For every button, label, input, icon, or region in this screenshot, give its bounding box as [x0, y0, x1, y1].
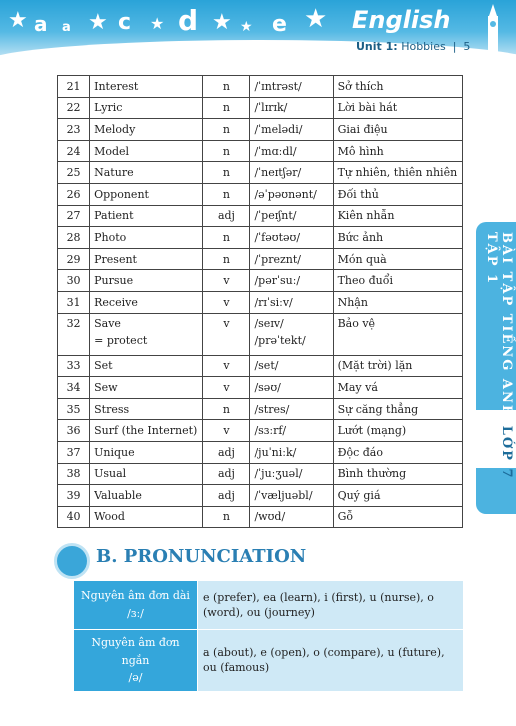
ipa-cell-text: /ˈpeɪʃnt/ [254, 209, 297, 223]
pronunciation-table [73, 580, 464, 692]
ipa-cell-text: /ˈlɪrɪk/ [254, 101, 288, 115]
row-number-text: 24 [66, 144, 81, 158]
part-of-speech [203, 291, 250, 313]
part-of-speech-text: n [222, 122, 230, 136]
part-of-speech-text: v [223, 359, 230, 373]
word-cell [90, 119, 203, 141]
row-number [58, 76, 90, 98]
word-cell-text: Unique [94, 445, 135, 459]
part-of-speech [203, 506, 250, 528]
ipa-cell [250, 485, 333, 507]
vowel-examples: e (prefer), ea (learn), i (first), u (nurse), o (word), ou (journey) [198, 581, 464, 630]
side-tab-series: BÀI TẬP TIẾNG ANH [499, 232, 514, 420]
part-of-speech [203, 162, 250, 184]
meaning-cell [333, 162, 462, 184]
row-number-text: 39 [66, 488, 81, 502]
word-cell [90, 97, 203, 119]
meaning-cell-text: Mô hình [337, 144, 384, 158]
table-row [58, 463, 463, 485]
meaning-cell-text: Giai điệu [337, 122, 388, 136]
meaning-cell [333, 377, 462, 399]
part-of-speech-text: v [223, 380, 230, 394]
word-cell-text: Set [94, 359, 113, 373]
vowel-type-cell [74, 630, 198, 692]
table-row [58, 355, 463, 377]
word-cell-text: Patient [94, 209, 134, 223]
part-of-speech-text: n [222, 510, 230, 524]
word-cell-text: Wood [94, 510, 125, 524]
row-number-text: 34 [66, 380, 81, 394]
meaning-cell [333, 140, 462, 162]
row-number [58, 398, 90, 420]
table-row [58, 313, 463, 355]
meaning-cell [333, 420, 462, 442]
word-cell-text: Present [94, 252, 137, 266]
ipa-cell [250, 291, 333, 313]
row-number [58, 227, 90, 249]
ipa-cell [250, 119, 333, 141]
vowel-type-cell [74, 581, 198, 630]
ipa-cell [250, 97, 333, 119]
brand-title: English [352, 6, 451, 34]
meaning-cell-text: Độc đáo [337, 445, 383, 459]
row-number [58, 441, 90, 463]
word-cell [90, 398, 203, 420]
ipa-cell-text: /rɪˈsiːv/ [254, 295, 293, 309]
part-of-speech-text: v [223, 274, 230, 288]
ipa-cell-text: /juˈniːk/ [254, 445, 297, 459]
row-number-text: 38 [66, 467, 81, 481]
ipa-cell-text: /ˈneɪtʃər/ [254, 166, 302, 180]
word-cell-secondary-text: = protect [94, 333, 148, 347]
ipa-cell-text: /ˈmelədi/ [254, 122, 303, 136]
vowel-examples: a (about), e (open), o (compare), u (future), ou (famous) [198, 630, 464, 692]
word-cell-text: Save [94, 316, 121, 330]
word-cell [90, 270, 203, 292]
word-cell [90, 441, 203, 463]
word-cell-text: Model [94, 144, 130, 158]
ipa-cell [250, 248, 333, 270]
part-of-speech-text: n [222, 101, 230, 115]
table-row [58, 291, 463, 313]
part-of-speech-text: n [222, 166, 230, 180]
row-number-text: 29 [66, 252, 81, 266]
part-of-speech [203, 377, 250, 399]
ipa-cell [250, 270, 333, 292]
ipa-cell-text: /ˈpreznt/ [254, 252, 301, 266]
table-row [58, 76, 463, 98]
part-of-speech-text: adj [217, 488, 235, 502]
word-cell-text: Melody [94, 122, 136, 136]
row-number-text: 27 [66, 209, 81, 223]
part-of-speech-text: adj [217, 467, 235, 481]
page-number: 5 [463, 40, 471, 53]
part-of-speech [203, 420, 250, 442]
vocabulary-table [57, 75, 463, 528]
row-number [58, 162, 90, 184]
meaning-cell [333, 441, 462, 463]
part-of-speech-text: n [222, 187, 230, 201]
word-cell [90, 506, 203, 528]
row-number-text: 22 [66, 101, 81, 115]
ipa-cell [250, 227, 333, 249]
meaning-cell-text: Tự nhiên, thiên nhiên [337, 166, 458, 180]
ipa-cell [250, 377, 333, 399]
meaning-cell-text: Đối thủ [337, 187, 379, 201]
word-cell-text: Nature [94, 166, 134, 180]
star-icon: ★ [212, 10, 232, 35]
row-number [58, 119, 90, 141]
word-cell [90, 377, 203, 399]
meaning-cell-text: Bảo vệ [337, 316, 376, 330]
ipa-cell-text: /seɪv/ [254, 316, 284, 330]
ipa-cell [250, 355, 333, 377]
row-number [58, 205, 90, 227]
meaning-cell [333, 248, 462, 270]
ipa-cell-text: /səʊ/ [254, 380, 281, 394]
part-of-speech [203, 313, 250, 355]
meaning-cell-text: Quý giá [337, 488, 381, 502]
part-of-speech-text: v [223, 316, 230, 330]
ipa-cell-text: /wʊd/ [254, 510, 286, 524]
part-of-speech [203, 97, 250, 119]
ipa-cell-text: /ˈɪntrəst/ [254, 79, 302, 93]
side-tab-text [478, 232, 514, 508]
word-cell [90, 291, 203, 313]
meaning-cell-text: Nhận [337, 295, 368, 309]
clock-tower-icon [478, 4, 508, 54]
row-number-text: 35 [66, 402, 81, 416]
part-of-speech [203, 355, 250, 377]
row-number-text: 32 [66, 316, 81, 330]
word-cell-text: Lyric [94, 101, 123, 115]
word-cell-text: Interest [94, 79, 139, 93]
row-number [58, 506, 90, 528]
ipa-cell [250, 463, 333, 485]
vowel-type-label: Nguyên âm đơn ngắn [91, 636, 180, 667]
word-cell [90, 355, 203, 377]
word-cell [90, 76, 203, 98]
meaning-cell [333, 97, 462, 119]
vowel-symbol: /ɜː/ [127, 607, 144, 620]
part-of-speech [203, 140, 250, 162]
word-cell-text: Pursue [94, 274, 134, 288]
meaning-cell-text: Gỗ [337, 510, 354, 524]
part-of-speech [203, 119, 250, 141]
row-number [58, 420, 90, 442]
word-cell-text: Opponent [94, 187, 149, 201]
part-of-speech [203, 76, 250, 98]
decor-letter: a [62, 20, 71, 35]
ipa-cell [250, 420, 333, 442]
vowel-type-label: Nguyên âm đơn dài [81, 589, 190, 603]
row-number [58, 355, 90, 377]
meaning-cell [333, 463, 462, 485]
part-of-speech [203, 270, 250, 292]
meaning-cell-text: (Mặt trời) lặn [337, 359, 413, 373]
unit-label: Unit 1: Hobbies | 5 [356, 40, 471, 53]
star-icon: ★ [304, 4, 328, 34]
ipa-cell-text: /ˈmɑːdl/ [254, 144, 297, 158]
table-row [58, 485, 463, 507]
ipa-cell [250, 183, 333, 205]
row-number [58, 377, 90, 399]
star-icon: ★ [240, 19, 253, 35]
row-number [58, 485, 90, 507]
table-row [58, 441, 463, 463]
ipa-cell [250, 205, 333, 227]
part-of-speech-text: v [223, 295, 230, 309]
part-of-speech [203, 205, 250, 227]
word-cell [90, 205, 203, 227]
word-cell [90, 463, 203, 485]
row-number [58, 291, 90, 313]
meaning-cell [333, 355, 462, 377]
table-row [58, 183, 463, 205]
part-of-speech [203, 227, 250, 249]
table-row [58, 119, 463, 141]
ipa-cell [250, 398, 333, 420]
part-of-speech-text: v [223, 424, 230, 438]
part-of-speech-text: n [222, 402, 230, 416]
meaning-cell-text: May vá [337, 380, 378, 394]
meaning-cell [333, 227, 462, 249]
part-of-speech [203, 248, 250, 270]
side-tab-volume: TẬP 1 [484, 232, 499, 286]
part-of-speech [203, 485, 250, 507]
ipa-cell [250, 506, 333, 528]
table-row [58, 398, 463, 420]
meaning-cell [333, 183, 462, 205]
meaning-cell-text: Bình thường [337, 467, 407, 481]
ipa-cell-secondary-text: /prəˈtekt/ [254, 333, 306, 347]
word-cell [90, 313, 203, 355]
word-cell-text: Sew [94, 380, 118, 394]
word-cell-text: Surf (the Internet) [94, 424, 198, 438]
ipa-cell [250, 313, 333, 355]
table-row [58, 162, 463, 184]
row-number-text: 31 [66, 295, 81, 309]
meaning-cell [333, 270, 462, 292]
meaning-cell-text: Kiên nhẫn [337, 209, 395, 223]
side-tab-grade: LỚP 7 [499, 425, 514, 480]
part-of-speech-text: n [222, 144, 230, 158]
star-icon: ★ [88, 10, 108, 35]
word-cell-text: Valuable [94, 488, 142, 502]
pronunciation-row [74, 630, 464, 692]
row-number-text: 30 [66, 274, 81, 288]
word-cell [90, 485, 203, 507]
ipa-cell-text: /sɜːrf/ [254, 424, 287, 438]
word-cell-text: Photo [94, 230, 127, 244]
ipa-cell-text: /pərˈsuː/ [254, 274, 301, 288]
vowel-symbol: /ə/ [128, 671, 143, 685]
word-cell [90, 248, 203, 270]
decor-letter: d [178, 4, 199, 37]
row-number-text: 26 [66, 187, 81, 201]
meaning-cell [333, 76, 462, 98]
row-number-text: 25 [66, 166, 81, 180]
part-of-speech [203, 463, 250, 485]
pronunciation-row [74, 581, 464, 630]
vocabulary-table-body [58, 76, 463, 528]
word-cell [90, 162, 203, 184]
row-number-text: 33 [66, 359, 81, 373]
row-number-text: 23 [66, 122, 81, 136]
table-row [58, 506, 463, 528]
ipa-cell [250, 76, 333, 98]
row-number [58, 140, 90, 162]
ipa-cell [250, 162, 333, 184]
word-cell [90, 420, 203, 442]
table-row [58, 248, 463, 270]
word-cell [90, 183, 203, 205]
row-number [58, 248, 90, 270]
side-tab [476, 222, 516, 514]
section-title: B. PRONUNCIATION [96, 546, 307, 567]
part-of-speech [203, 183, 250, 205]
star-icon: ★ [150, 14, 165, 33]
meaning-cell-text: Món quà [337, 252, 387, 266]
row-number-text: 40 [66, 510, 81, 524]
table-row [58, 227, 463, 249]
row-number [58, 313, 90, 355]
decor-letter: c [118, 10, 132, 35]
part-of-speech-text: adj [217, 445, 235, 459]
unit-title: Hobbies [401, 40, 446, 53]
word-cell-text: Receive [94, 295, 138, 309]
meaning-cell-text: Lời bài hát [337, 101, 398, 115]
row-number-text: 21 [66, 79, 81, 93]
word-cell-text: Stress [94, 402, 130, 416]
table-row [58, 140, 463, 162]
meaning-cell-text: Sở thích [337, 79, 384, 93]
meaning-cell-text: Sự căng thẳng [337, 402, 419, 416]
row-number-text: 37 [66, 445, 81, 459]
unit-number: Unit 1: [356, 40, 398, 53]
meaning-cell [333, 205, 462, 227]
table-row [58, 205, 463, 227]
word-cell [90, 140, 203, 162]
ipa-cell-text: /set/ [254, 359, 279, 373]
row-number [58, 97, 90, 119]
table-row [58, 377, 463, 399]
meaning-cell-text: Bức ảnh [337, 230, 384, 244]
table-row [58, 97, 463, 119]
meaning-cell [333, 313, 462, 355]
ipa-cell [250, 441, 333, 463]
meaning-cell [333, 485, 462, 507]
word-cell-text: Usual [94, 467, 127, 481]
decor-letter: a [34, 12, 48, 36]
part-of-speech [203, 441, 250, 463]
meaning-cell-text: Theo đuổi [337, 274, 394, 288]
row-number [58, 463, 90, 485]
ipa-cell-text: /ˈfəʊtəʊ/ [254, 230, 301, 244]
part-of-speech-text: adj [217, 209, 235, 223]
table-row [58, 420, 463, 442]
table-row [58, 270, 463, 292]
part-of-speech-text: n [222, 79, 230, 93]
part-of-speech-text: n [222, 230, 230, 244]
ipa-cell-text: /ˈvæljuəbl/ [254, 488, 313, 502]
decor-letter: e [272, 12, 287, 37]
ipa-cell-text: /stres/ [254, 402, 290, 416]
row-number [58, 183, 90, 205]
row-number [58, 270, 90, 292]
word-cell [90, 227, 203, 249]
ipa-cell-text: /ˈjuːʒuəl/ [254, 467, 303, 481]
star-icon: ★ [8, 8, 28, 33]
meaning-cell [333, 506, 462, 528]
part-of-speech [203, 398, 250, 420]
ipa-cell-text: /əˈpəʊnənt/ [254, 187, 317, 201]
meaning-cell [333, 398, 462, 420]
pronunciation-section-icon [54, 543, 90, 579]
meaning-cell [333, 119, 462, 141]
row-number-text: 28 [66, 230, 81, 244]
ipa-cell [250, 140, 333, 162]
row-number-text: 36 [66, 424, 81, 438]
meaning-cell-text: Lướt (mạng) [337, 424, 407, 438]
meaning-cell [333, 291, 462, 313]
part-of-speech-text: n [222, 252, 230, 266]
